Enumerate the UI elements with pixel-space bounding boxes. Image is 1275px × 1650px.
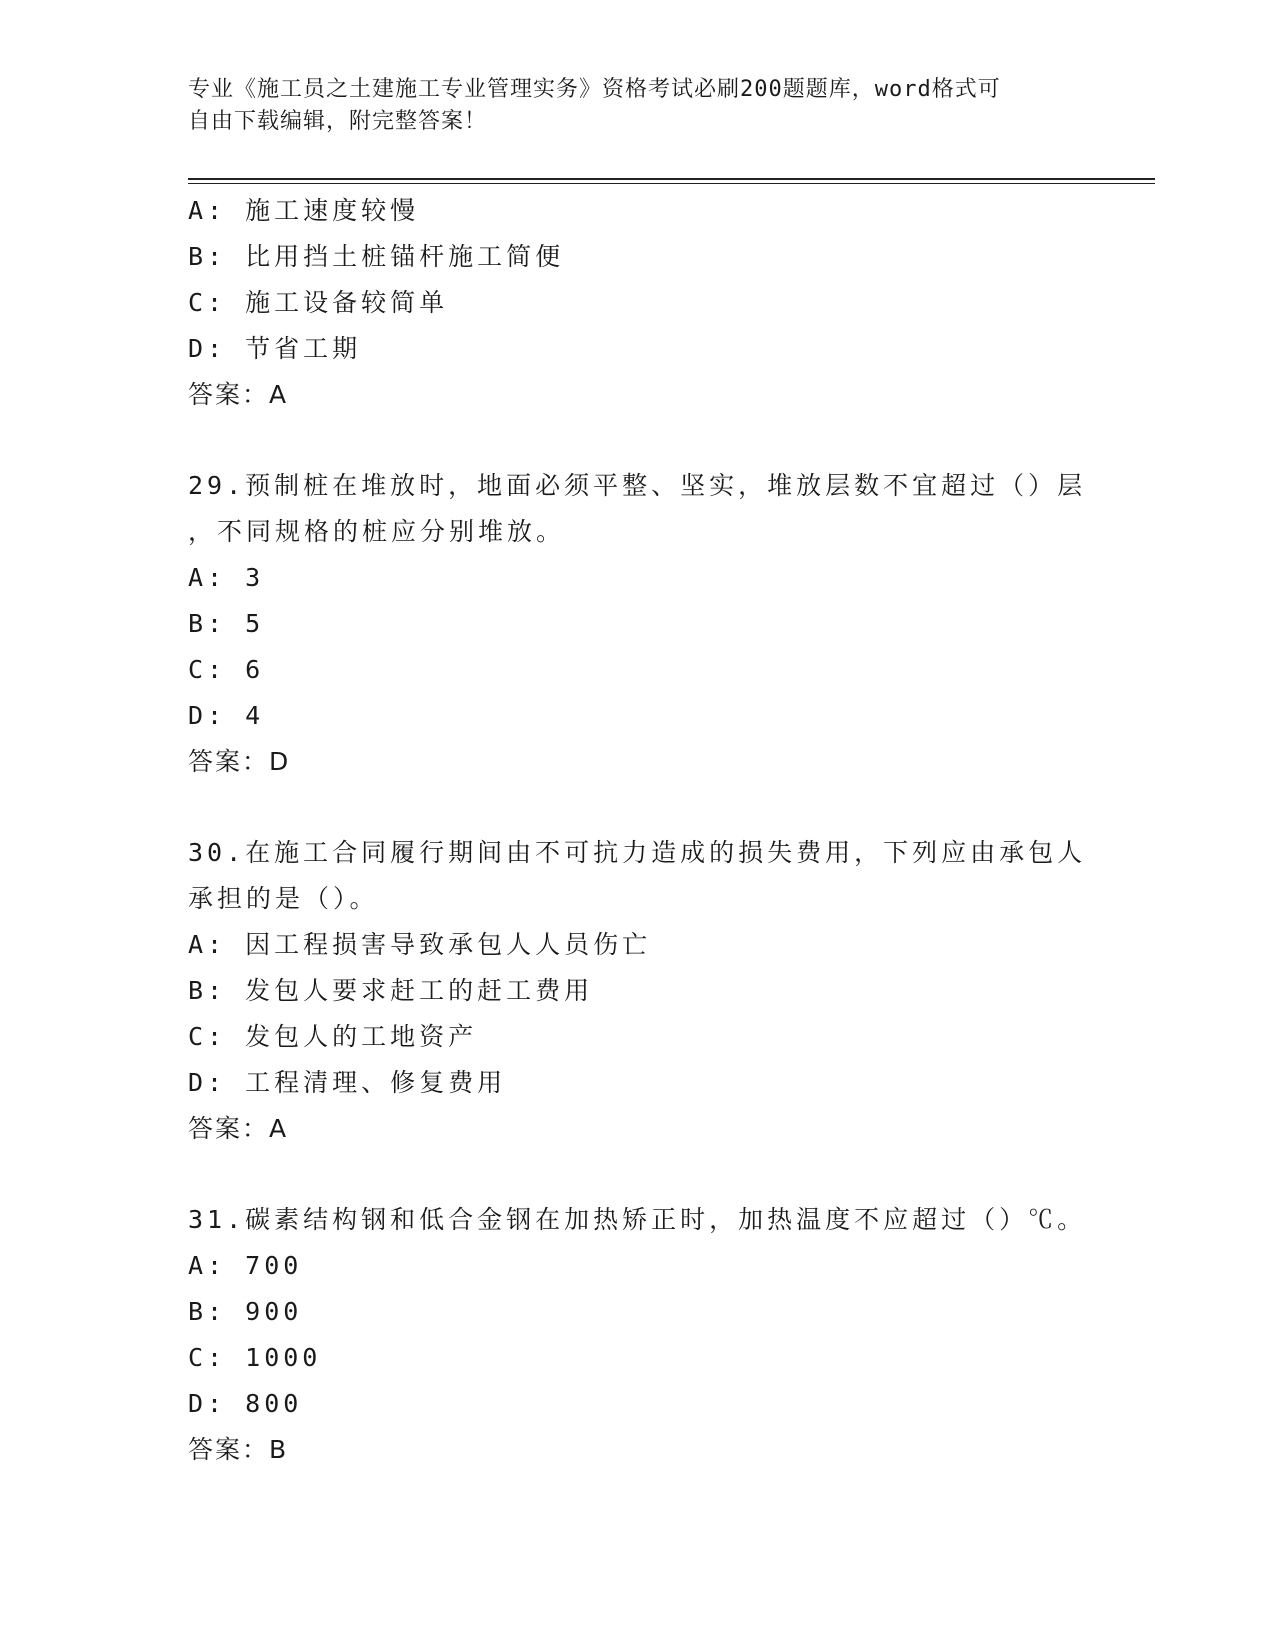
header-line-1: 专业《施工员之土建施工专业管理实务》资格考试必刷200题题库，word格式可 bbox=[188, 77, 1001, 102]
option-b: B: 5 bbox=[188, 609, 265, 638]
option-a: A: 施工速度较慢 bbox=[188, 196, 420, 225]
question-stem-line-1: 31.碳素结构钢和低合金钢在加热矫正时，加热温度不应超过（）℃。 bbox=[188, 1205, 1087, 1234]
option-b: B: 发包人要求赶工的赶工费用 bbox=[188, 976, 594, 1005]
document-header bbox=[188, 74, 1088, 138]
question-stem-line-2: ，不同规格的桩应分别堆放。 bbox=[188, 517, 566, 546]
question-stem-line-1: 29.预制桩在堆放时，地面必须平整、坚实，堆放层数不宜超过（）层 bbox=[188, 471, 1087, 500]
option-d: D: 4 bbox=[188, 701, 265, 730]
option-a: A: 700 bbox=[188, 1251, 303, 1280]
answer: 答案：A bbox=[188, 1114, 289, 1143]
question-stem-line-1: 30.在施工合同履行期间由不可抗力造成的损失费用，下列应由承包人 bbox=[188, 838, 1087, 867]
option-b: B: 900 bbox=[188, 1297, 303, 1326]
answer: 答案：B bbox=[188, 1435, 289, 1464]
option-a: A: 因工程损害导致承包人人员伤亡 bbox=[188, 930, 652, 959]
option-c: C: 6 bbox=[188, 655, 265, 684]
header-line-2: 自由下载编辑，附完整答案！ bbox=[188, 109, 488, 134]
option-a: A: 3 bbox=[188, 563, 265, 592]
option-c: C: 1000 bbox=[188, 1343, 322, 1372]
option-c: C: 施工设备较简单 bbox=[188, 288, 449, 317]
question-31 bbox=[188, 1197, 1088, 1473]
header-divider-thick bbox=[188, 178, 1155, 180]
spacer bbox=[188, 1152, 1088, 1197]
spacer bbox=[188, 418, 1088, 463]
spacer bbox=[188, 785, 1088, 830]
question-28 bbox=[188, 188, 1088, 418]
question-29 bbox=[188, 463, 1088, 785]
answer: 答案：D bbox=[188, 747, 291, 776]
option-c: C: 发包人的工地资产 bbox=[188, 1022, 478, 1051]
question-stem-line-2: 承担的是（）。 bbox=[188, 884, 379, 913]
option-d: D: 工程清理、修复费用 bbox=[188, 1068, 507, 1097]
option-d: D: 节省工期 bbox=[188, 334, 362, 363]
header-divider-thin bbox=[188, 183, 1155, 184]
question-list bbox=[188, 188, 1088, 1473]
option-b: B: 比用挡土桩锚杆施工简便 bbox=[188, 242, 565, 271]
option-d: D: 800 bbox=[188, 1389, 303, 1418]
question-30 bbox=[188, 830, 1088, 1152]
answer: 答案：A bbox=[188, 380, 289, 409]
